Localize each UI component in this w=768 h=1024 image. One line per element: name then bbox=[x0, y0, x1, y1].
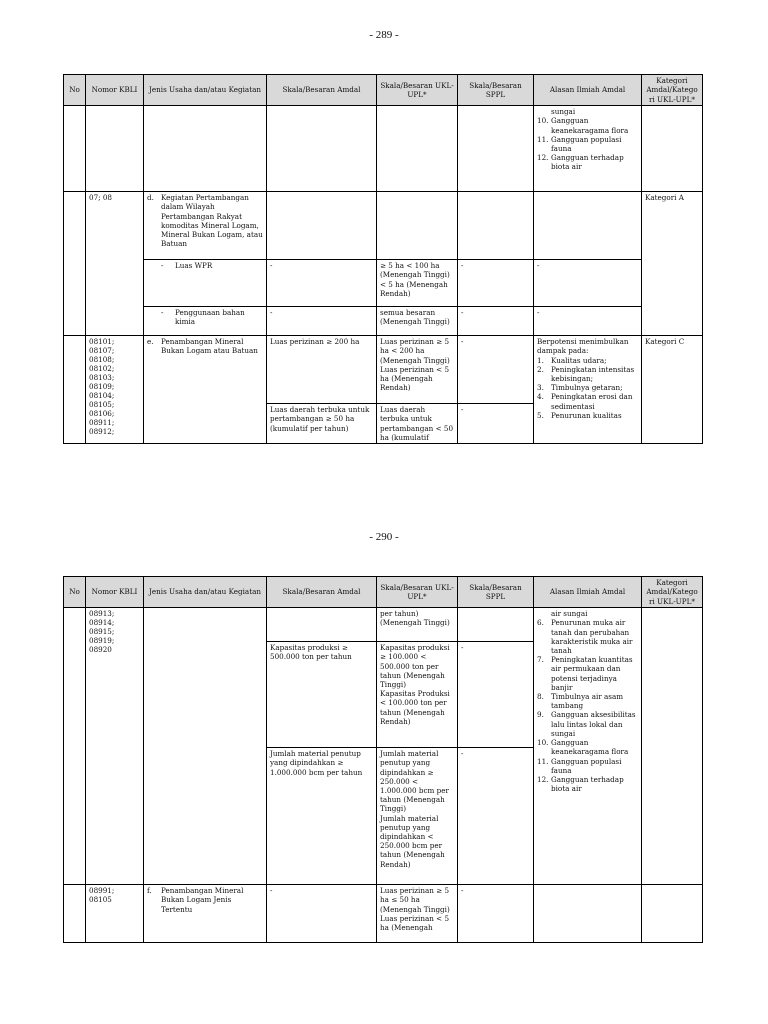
list-item: 5. Penurunan kualitas bbox=[537, 410, 622, 420]
cell-jenis: - Penggunaan bahan kimia bbox=[144, 307, 267, 336]
cell-sppl: - bbox=[458, 642, 534, 748]
header-jenis: Jenis Usaha dan/atau Kegiatan bbox=[144, 75, 267, 106]
list-item: 10. Gangguan keanekaragama flora bbox=[537, 738, 629, 757]
header-no: No bbox=[64, 577, 86, 608]
cell-alasan bbox=[534, 192, 642, 260]
list-item: 3. Timbulnya getaran; bbox=[537, 383, 623, 393]
item-marker: d. bbox=[147, 193, 154, 203]
cell-kategori bbox=[642, 885, 703, 943]
header-ukl: Skala/Besaran UKL-UPL* bbox=[377, 75, 458, 106]
table-row bbox=[64, 885, 703, 943]
cell-sppl bbox=[458, 106, 534, 192]
cell-alasan bbox=[534, 106, 642, 192]
cell-no bbox=[64, 608, 86, 885]
cell-kbli: 07; 08 bbox=[86, 192, 144, 336]
cell-alasan: - bbox=[534, 307, 642, 336]
table-page-290 bbox=[63, 576, 703, 943]
cell-kategori bbox=[642, 106, 703, 192]
cell-no bbox=[64, 106, 86, 192]
page-number: - 290 - bbox=[369, 531, 399, 543]
header-sppl: Skala/Besaran SPPL bbox=[458, 75, 534, 106]
cell-sppl: - bbox=[458, 885, 534, 943]
header-kategori: Kategori Amdal/Kategori UKL-UPL* bbox=[642, 75, 703, 106]
cell-alasan bbox=[534, 885, 642, 943]
cell-alasan: Berpotensi menimbulkan dampak pada: 1. Kualitas udara; 2. Peningkatan intensitas kebisingan; 3. Timbulnya getaran; 4. Peningkatan erosi dan sedimentasi 5. Penurunan kualitas bbox=[534, 336, 642, 444]
table-row bbox=[64, 336, 703, 404]
cell-alasan: - bbox=[534, 260, 642, 307]
cell-sppl: - bbox=[458, 260, 534, 307]
cell-ukl: Luas perizinan ≥ 5 ha < 200 ha (Menengah Tinggi) Luas perizinan < 5 ha (Menengah Rendah) bbox=[377, 336, 458, 404]
cell-kbli bbox=[86, 106, 144, 192]
cell-amdal: Luas daerah terbuka untuk pertambangan ≥ 50 ha (kumulatif per tahun) bbox=[267, 404, 377, 444]
table-row bbox=[64, 608, 703, 642]
list-item: 2. Peningkatan intensitas kebisingan; bbox=[537, 364, 635, 383]
cell-ukl: semua besaran (Menengah Tinggi) bbox=[377, 307, 458, 336]
cell-ukl bbox=[377, 106, 458, 192]
table-header-row bbox=[64, 75, 703, 106]
table-page-289 bbox=[63, 74, 703, 444]
header-alasan: Alasan Ilmiah Amdal bbox=[534, 577, 642, 608]
list-item: 12. Gangguan terhadap biota air bbox=[537, 153, 624, 172]
cell-sppl: - bbox=[458, 307, 534, 336]
cell-ukl bbox=[377, 192, 458, 260]
list-item: 10. Gangguan keanekaragama flora bbox=[537, 116, 629, 135]
table-row bbox=[64, 192, 703, 260]
table-row bbox=[64, 307, 703, 336]
cell-jenis: f. Penambangan Mineral Bukan Logam Jenis Tertentu bbox=[144, 885, 267, 943]
cell-ukl: Jumlah material penutup yang dipindahkan ≥ 250.000 < 1.000.000 bcm per tahun (Menengah Tinggi) Jumlah material penutup yang dipindahkan < 250.000 bcm per tahun (Menengah Rendah) bbox=[377, 748, 458, 885]
cell-jenis bbox=[144, 106, 267, 192]
list-item: 4. Peningkatan erosi dan sedimentasi bbox=[537, 392, 633, 411]
list-item: 7. Peningkatan kuantitas air permukaan dan potensi terjadinya banjir bbox=[537, 655, 633, 692]
cell-kbli: 08101; 08107; 08108; 08102; 08103; 08109; 08104; 08105; 08106; 08911; 08912; bbox=[86, 336, 144, 444]
cell-amdal: Jumlah material penutup yang dipindahkan ≥ 1.000.000 bcm per tahun bbox=[267, 748, 377, 885]
cell-kategori bbox=[642, 608, 703, 885]
list-item: 1. Kualitas udara; bbox=[537, 355, 607, 365]
header-alasan: Alasan Ilmiah Amdal bbox=[534, 75, 642, 106]
header-amdal: Skala/Besaran Amdal bbox=[267, 75, 377, 106]
cell-sppl: - bbox=[458, 336, 534, 404]
cell-jenis: - Luas WPR bbox=[144, 260, 267, 307]
cell-amdal bbox=[267, 106, 377, 192]
cell-ukl: Luas daerah terbuka untuk pertambangan < 50 ha (kumulatif bbox=[377, 404, 458, 444]
cell-amdal: Luas perizinan ≥ 200 ha bbox=[267, 336, 377, 404]
table-header-row bbox=[64, 577, 703, 608]
header-no: No bbox=[64, 75, 86, 106]
list-item: 6. Penurunan muka air tanah dan perubahan karakteristik muka air tanah bbox=[537, 618, 633, 655]
cell-amdal: - bbox=[267, 260, 377, 307]
header-kbli: Nomor KBLI bbox=[86, 577, 144, 608]
page-number: - 289 - bbox=[369, 29, 399, 41]
list-item: 11. Gangguan populasi fauna bbox=[537, 756, 622, 775]
cell-no bbox=[64, 336, 86, 444]
cell-amdal: - bbox=[267, 307, 377, 336]
list-item: 9. Gangguan aksesibilitas lalu lintas lokal dan sungai bbox=[537, 710, 636, 738]
header-amdal: Skala/Besaran Amdal bbox=[267, 577, 377, 608]
cell-jenis bbox=[144, 608, 267, 885]
cell-sppl: - bbox=[458, 748, 534, 885]
header-sppl: Skala/Besaran SPPL bbox=[458, 577, 534, 608]
cell-jenis: e. Penambangan Mineral Bukan Logam atau Batuan bbox=[144, 336, 267, 444]
header-kategori: Kategori Amdal/Kategori UKL-UPL* bbox=[642, 577, 703, 608]
cell-ukl: Kapasitas produksi ≥ 100.000 < 500.000 ton per tahun (Menengah Tinggi) Kapasitas Produksi < 100.000 ton per tahun (Menengah Rendah) bbox=[377, 642, 458, 748]
jenis-text: Kegiatan Pertambangan dalam Wilayah Pertambangan Rakyat komoditas Mineral Logam, Mineral Bukan Logam, atau Batuan bbox=[161, 193, 263, 249]
cell-amdal: - bbox=[267, 885, 377, 943]
cell-amdal bbox=[267, 608, 377, 642]
table-row bbox=[64, 260, 703, 307]
cell-jenis bbox=[144, 192, 267, 260]
cell-sppl: - bbox=[458, 404, 534, 444]
cell-ukl: per tahun) (Menengah Tinggi) bbox=[377, 608, 458, 642]
cell-kbli: 08991; 08105 bbox=[86, 885, 144, 943]
cell-ukl: ≥ 5 ha < 100 ha (Menengah Tinggi) < 5 ha (Menengah Rendah) bbox=[377, 260, 458, 307]
cell-sppl bbox=[458, 608, 534, 642]
cell-kategori: Kategori C bbox=[642, 336, 703, 444]
header-kbli: Nomor KBLI bbox=[86, 75, 144, 106]
alasan-continuation: sungai bbox=[551, 107, 576, 117]
list-item: 11. Gangguan populasi fauna bbox=[537, 134, 622, 153]
header-ukl: Skala/Besaran UKL-UPL* bbox=[377, 577, 458, 608]
cell-alasan: air sungai 6. Penurunan muka air tanah dan perubahan karakteristik muka air tanah 7. Peningkatan kuantitas air permukaan dan potensi terjadinya banjir 8. Timbulnya air asam tambang 9. Gangguan aksesibilitas lalu lintas lokal dan sungai 10. Gangguan keanekaragama flora 11. Gangguan populasi fauna 12. Gangguan terhadap biota air bbox=[534, 608, 642, 885]
cell-amdal bbox=[267, 192, 377, 260]
cell-amdal: Kapasitas produksi ≥ 500.000 ton per tahun bbox=[267, 642, 377, 748]
cell-kategori: Kategori A bbox=[642, 192, 703, 336]
cell-no bbox=[64, 885, 86, 943]
cell-ukl: Luas perizinan ≥ 5 ha ≤ 50 ha (Menengah Tinggi) Luas perizinan < 5 ha (Menengah bbox=[377, 885, 458, 943]
cell-kbli: 08913; 08914; 08915; 08919; 08920 bbox=[86, 608, 144, 885]
cell-no bbox=[64, 192, 86, 336]
cell-sppl bbox=[458, 192, 534, 260]
table-row bbox=[64, 106, 703, 192]
list-item: 8. Timbulnya air asam tambang bbox=[537, 692, 624, 711]
header-jenis: Jenis Usaha dan/atau Kegiatan bbox=[144, 577, 267, 608]
list-item: 12. Gangguan terhadap biota air bbox=[537, 775, 624, 794]
